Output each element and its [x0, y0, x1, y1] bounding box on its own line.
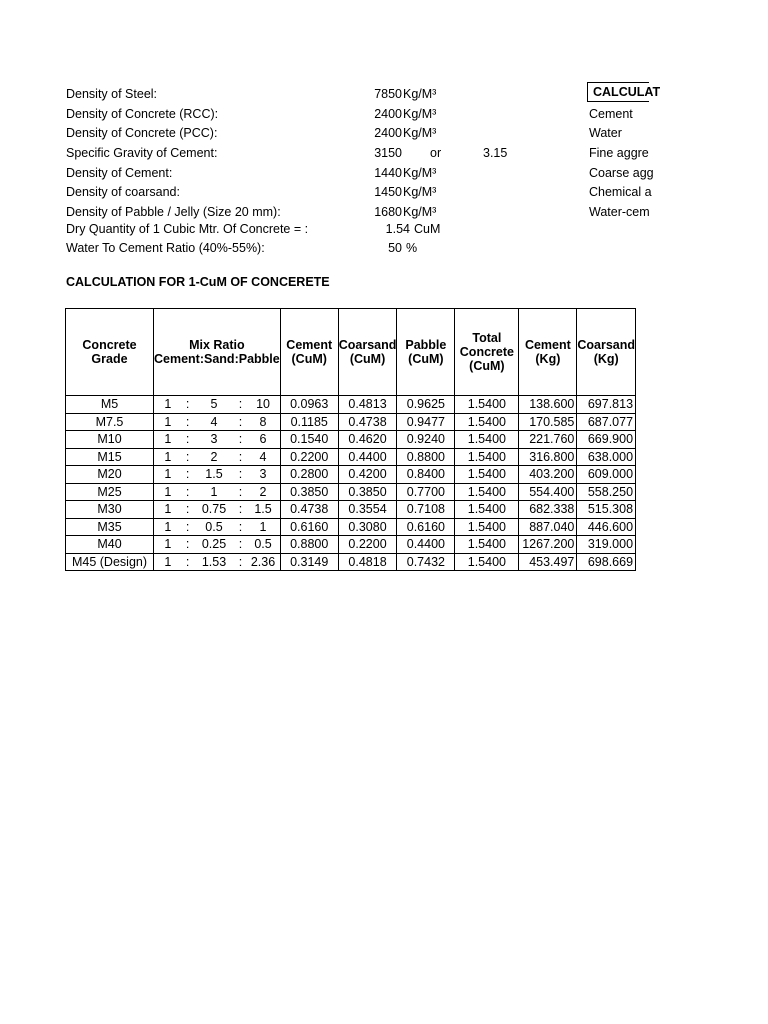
cell-mix-cement: 1: [154, 483, 182, 501]
property-unit: Kg/M³: [403, 166, 437, 180]
side-panel-item: Fine aggre: [589, 146, 649, 160]
table-header-row: [66, 309, 636, 396]
cell-mix-colon: :: [235, 413, 247, 431]
cell-cement-cum: 0.8800: [280, 536, 338, 554]
cell-pabble-cum: 0.9625: [397, 396, 455, 414]
section-title: CALCULATION FOR 1-CuM OF CONCERETE: [66, 275, 330, 289]
cell-mix-pabble: 4: [246, 448, 280, 466]
cell-cement-kg: 403.200: [519, 466, 577, 484]
property-label: Water To Cement Ratio (40%-55%):: [66, 241, 265, 255]
property-value: 7850: [374, 87, 402, 101]
property-unit: CuM: [414, 222, 441, 236]
cell-mix-colon: :: [182, 431, 194, 449]
cell-mix-pabble: 8: [246, 413, 280, 431]
cell-pabble-cum: 0.9240: [397, 431, 455, 449]
cell-mix-colon: :: [235, 518, 247, 536]
cell-mix-pabble: 0.5: [246, 536, 280, 554]
cell-cement-kg: 453.497: [519, 553, 577, 571]
property-label: Density of Concrete (RCC):: [66, 107, 219, 121]
cell-cement-kg: 682.338: [519, 501, 577, 519]
property-label: Specific Gravity of Cement:: [66, 146, 218, 160]
cell-grade: M40: [66, 536, 154, 554]
header-cement-cum: Cement (CuM): [280, 309, 338, 396]
cell-total-concrete: 1.5400: [455, 501, 519, 519]
cell-cement-kg: 554.400: [519, 483, 577, 501]
cell-mix-pabble: 3: [246, 466, 280, 484]
cell-total-concrete: 1.5400: [455, 518, 519, 536]
cell-mix-colon: :: [235, 466, 247, 484]
side-panel-item: Water-cem: [589, 205, 650, 219]
property-unit: Kg/M³: [403, 107, 437, 121]
side-panel-item: Chemical a: [589, 185, 652, 199]
cell-mix-cement: 1: [154, 501, 182, 519]
cell-grade: M5: [66, 396, 154, 414]
property-label: Density of coarsand:: [66, 185, 180, 199]
cell-coarsand-cum: 0.4738: [338, 413, 397, 431]
cell-mix-sand: 1.53: [193, 553, 234, 571]
property-label: Density of Concrete (PCC):: [66, 126, 218, 140]
cell-total-concrete: 1.5400: [455, 466, 519, 484]
cell-mix-colon: :: [235, 448, 247, 466]
property-unit: Kg/M³: [403, 87, 437, 101]
property-value: 1440: [374, 166, 402, 180]
property-value: 2400: [374, 126, 402, 140]
cell-mix-colon: :: [182, 413, 194, 431]
cell-grade: M30: [66, 501, 154, 519]
cell-total-concrete: 1.5400: [455, 536, 519, 554]
cell-cement-cum: 0.2800: [280, 466, 338, 484]
cell-mix-colon: :: [182, 501, 194, 519]
cell-coarsand-kg: 697.813: [577, 396, 636, 414]
cell-mix-sand: 0.75: [193, 501, 234, 519]
cell-pabble-cum: 0.6160: [397, 518, 455, 536]
cell-mix-colon: :: [235, 501, 247, 519]
mix-table: [65, 308, 636, 571]
cell-mix-colon: :: [182, 396, 194, 414]
cell-cement-kg: 138.600: [519, 396, 577, 414]
cell-coarsand-cum: 0.3554: [338, 501, 397, 519]
cell-total-concrete: 1.5400: [455, 431, 519, 449]
cell-mix-colon: :: [182, 466, 194, 484]
cell-grade: M20: [66, 466, 154, 484]
cell-mix-sand: 4: [193, 413, 234, 431]
table-row: [66, 448, 636, 466]
cell-coarsand-kg: 446.600: [577, 518, 636, 536]
cell-total-concrete: 1.5400: [455, 413, 519, 431]
cell-cement-kg: 316.800: [519, 448, 577, 466]
table-row: [66, 396, 636, 414]
header-total-concrete: Total Concrete (CuM): [455, 309, 519, 396]
cell-coarsand-cum: 0.3850: [338, 483, 397, 501]
cell-pabble-cum: 0.4400: [397, 536, 455, 554]
cell-coarsand-kg: 319.000: [577, 536, 636, 554]
property-unit: Kg/M³: [403, 205, 437, 219]
table-row: [66, 536, 636, 554]
cell-mix-sand: 0.25: [193, 536, 234, 554]
cell-total-concrete: 1.5400: [455, 553, 519, 571]
cell-pabble-cum: 0.8800: [397, 448, 455, 466]
cell-cement-kg: 1267.200: [519, 536, 577, 554]
cell-total-concrete: 1.5400: [455, 448, 519, 466]
cell-grade: M45 (Design): [66, 553, 154, 571]
cell-mix-colon: :: [182, 518, 194, 536]
cell-pabble-cum: 0.7700: [397, 483, 455, 501]
cell-pabble-cum: 0.8400: [397, 466, 455, 484]
side-panel-item: Water: [589, 126, 622, 140]
property-label: Density of Steel:: [66, 87, 158, 101]
property-value: 1450: [374, 185, 402, 199]
cell-mix-cement: 1: [154, 518, 182, 536]
cell-mix-colon: :: [182, 553, 194, 571]
cell-grade: M7.5: [66, 413, 154, 431]
cell-cement-cum: 0.6160: [280, 518, 338, 536]
cell-mix-colon: :: [182, 483, 194, 501]
cell-pabble-cum: 0.9477: [397, 413, 455, 431]
cell-mix-colon: :: [182, 536, 194, 554]
table-row: [66, 553, 636, 571]
cell-coarsand-kg: 609.000: [577, 466, 636, 484]
header-coarsand-cum: Coarsand (CuM): [338, 309, 397, 396]
property-value: 50: [388, 241, 402, 255]
cell-mix-pabble: 10: [246, 396, 280, 414]
cell-mix-cement: 1: [154, 553, 182, 571]
cell-coarsand-cum: 0.3080: [338, 518, 397, 536]
header-pabble-cum: Pabble (CuM): [397, 309, 455, 396]
side-panel-item: Coarse agg: [589, 166, 654, 180]
property-or: or: [430, 146, 442, 160]
side-panel-title: CALCULAT: [587, 82, 649, 102]
cell-mix-pabble: 2.36: [246, 553, 280, 571]
cell-coarsand-kg: 558.250: [577, 483, 636, 501]
cell-cement-cum: 0.1540: [280, 431, 338, 449]
cell-coarsand-cum: 0.4400: [338, 448, 397, 466]
cell-mix-cement: 1: [154, 396, 182, 414]
header-cement-kg: Cement (Kg): [519, 309, 577, 396]
cell-cement-cum: 0.3850: [280, 483, 338, 501]
cell-coarsand-cum: 0.4818: [338, 553, 397, 571]
cell-cement-cum: 0.0963: [280, 396, 338, 414]
cell-mix-pabble: 6: [246, 431, 280, 449]
cell-mix-sand: 2: [193, 448, 234, 466]
cell-coarsand-kg: 638.000: [577, 448, 636, 466]
table-row: [66, 413, 636, 431]
property-unit: Kg/M³: [403, 126, 437, 140]
cell-coarsand-cum: 0.4620: [338, 431, 397, 449]
property-value: 3150: [374, 146, 402, 160]
header-grade: Concrete Grade: [66, 309, 154, 396]
property-value: 2400: [374, 107, 402, 121]
property-label: Dry Quantity of 1 Cubic Mtr. Of Concrete = :: [66, 222, 309, 236]
cell-pabble-cum: 0.7108: [397, 501, 455, 519]
cell-mix-pabble: 1.5: [246, 501, 280, 519]
cell-mix-sand: 5: [193, 396, 234, 414]
cell-coarsand-kg: 515.308: [577, 501, 636, 519]
table-row: [66, 518, 636, 536]
property-label: Density of Cement:: [66, 166, 173, 180]
cell-grade: M35: [66, 518, 154, 536]
cell-mix-colon: :: [235, 483, 247, 501]
side-panel-item: Cement: [589, 107, 633, 121]
cell-cement-cum: 0.3149: [280, 553, 338, 571]
table-row: [66, 501, 636, 519]
cell-mix-colon: :: [235, 431, 247, 449]
cell-mix-cement: 1: [154, 431, 182, 449]
cell-cement-cum: 0.1185: [280, 413, 338, 431]
cell-mix-sand: 1: [193, 483, 234, 501]
table-row: [66, 483, 636, 501]
cell-cement-kg: 221.760: [519, 431, 577, 449]
cell-cement-cum: 0.4738: [280, 501, 338, 519]
cell-mix-cement: 1: [154, 536, 182, 554]
cell-mix-cement: 1: [154, 413, 182, 431]
cell-mix-colon: :: [235, 536, 247, 554]
cell-coarsand-cum: 0.4200: [338, 466, 397, 484]
header-mix-ratio: Mix Ratio Cement:Sand:Pabble: [154, 309, 281, 396]
cell-grade: M25: [66, 483, 154, 501]
cell-coarsand-cum: 0.4813: [338, 396, 397, 414]
cell-cement-cum: 0.2200: [280, 448, 338, 466]
cell-mix-sand: 1.5: [193, 466, 234, 484]
property-unit: %: [406, 241, 418, 255]
cell-mix-colon: :: [235, 396, 247, 414]
cell-coarsand-kg: 698.669: [577, 553, 636, 571]
cell-mix-pabble: 2: [246, 483, 280, 501]
cell-cement-kg: 170.585: [519, 413, 577, 431]
cell-mix-sand: 3: [193, 431, 234, 449]
header-coarsand-kg: Coarsand (Kg): [577, 309, 636, 396]
cell-grade: M15: [66, 448, 154, 466]
cell-mix-colon: :: [182, 448, 194, 466]
cell-mix-sand: 0.5: [193, 518, 234, 536]
cell-mix-colon: :: [235, 553, 247, 571]
cell-total-concrete: 1.5400: [455, 396, 519, 414]
property-value: 1.54: [385, 222, 410, 236]
cell-pabble-cum: 0.7432: [397, 553, 455, 571]
property-label: Density of Pabble / Jelly (Size 20 mm):: [66, 205, 281, 219]
cell-coarsand-kg: 669.900: [577, 431, 636, 449]
cell-coarsand-cum: 0.2200: [338, 536, 397, 554]
table-row: [66, 466, 636, 484]
cell-mix-cement: 1: [154, 448, 182, 466]
cell-total-concrete: 1.5400: [455, 483, 519, 501]
cell-mix-pabble: 1: [246, 518, 280, 536]
cell-grade: M10: [66, 431, 154, 449]
cell-cement-kg: 887.040: [519, 518, 577, 536]
cell-coarsand-kg: 687.077: [577, 413, 636, 431]
property-unit: Kg/M³: [403, 185, 437, 199]
property-value: 1680: [374, 205, 402, 219]
table-row: [66, 431, 636, 449]
property-extra-value: 3.15: [483, 146, 508, 160]
cell-mix-cement: 1: [154, 466, 182, 484]
